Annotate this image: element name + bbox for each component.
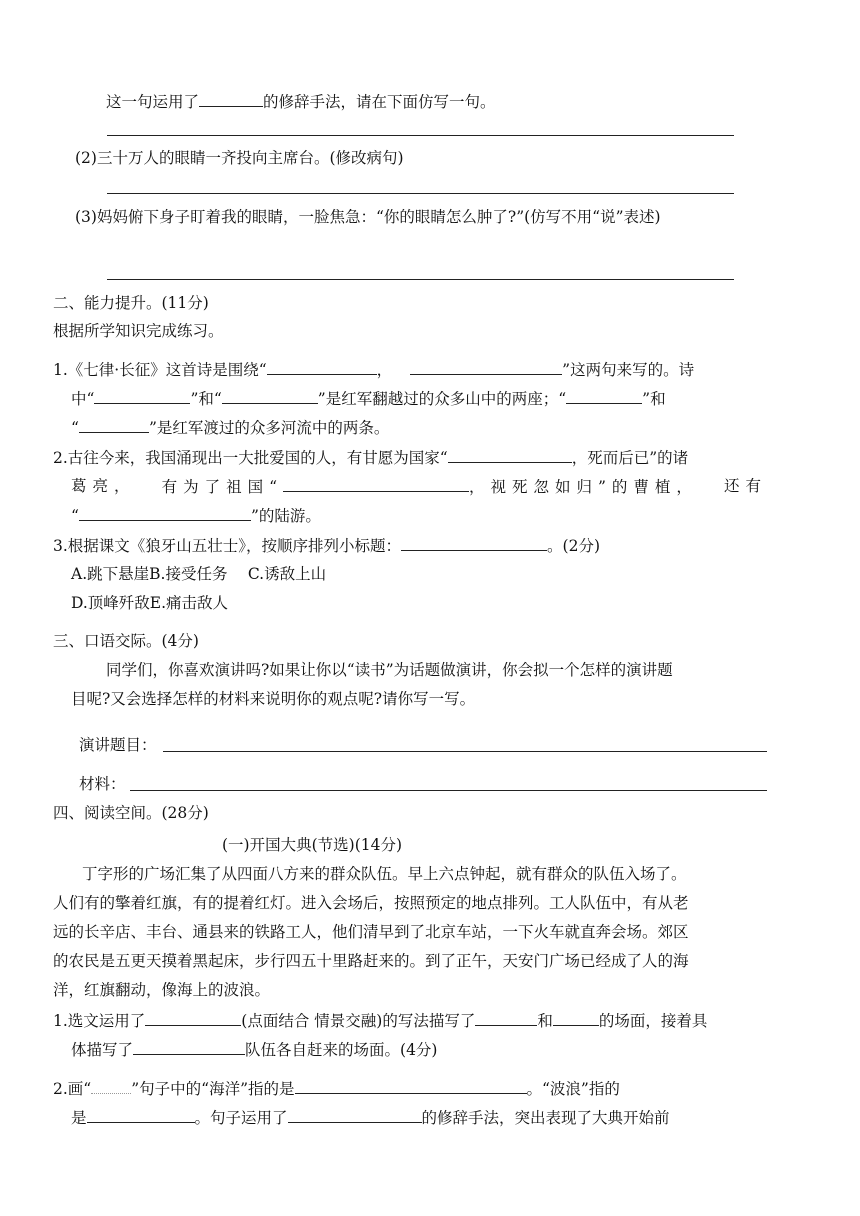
answer-blank[interactable]: [566, 387, 642, 404]
rhetoric-line: [106, 90, 496, 113]
text: 和: [537, 1012, 553, 1030]
question-1-line-1: [53, 358, 694, 381]
question-1-line-3: [71, 416, 389, 439]
text: ”是红军渡过的众多河流中的两条。: [148, 419, 390, 437]
text: 。句子运用了: [194, 1109, 288, 1127]
reading-question-2-line-2: [71, 1106, 670, 1129]
text: 1.选文运用了: [53, 1012, 146, 1030]
topic-label: 演讲题目：: [79, 736, 157, 754]
reading-question-1-line-2: [71, 1038, 437, 1061]
passage-line: 洋，红旗翻动，像海上的波浪。: [53, 981, 271, 999]
text: 队伍各自赶来的场面。(4分): [245, 1041, 438, 1059]
answer-blank[interactable]: [133, 1038, 245, 1055]
text: ，死而后已”的诸: [571, 449, 689, 467]
text: 是: [71, 1109, 87, 1127]
paragraph-line: 目呢?又会选择怎样的材料来说明你的观点呢?请你写一写。: [71, 690, 476, 708]
text: 2.古往今来，我国涌现出一大批爱国的人，有甘愿为国家“: [53, 449, 448, 467]
text: ，视死忽如归”的曹植，: [469, 478, 698, 496]
passage-line: 远的长辛店、丰台、通县来的铁路工人，他们清早到了北京车站，一下火车就直奔会场。郊区: [53, 923, 689, 941]
text: 体描写了: [71, 1041, 134, 1059]
answer-blank[interactable]: [553, 1009, 599, 1026]
text: 3.根据课文《狼牙山五壮士》，按顺序排列小标题：: [53, 537, 402, 555]
text: 。(2分): [547, 537, 601, 555]
text: ”和: [642, 390, 666, 408]
paragraph-line: 同学们，你喜欢演讲吗?如果让你以“读书”为话题做演讲，你会拟一个怎样的演讲题: [106, 661, 673, 679]
text: 。“波浪”指的: [526, 1080, 620, 1098]
wavy-underline-sample: [91, 1077, 131, 1094]
passage-title: (一)开国大典(节选)(14分): [222, 836, 403, 854]
answer-blank[interactable]: [283, 475, 469, 492]
question-3-line: [53, 534, 600, 557]
answer-blank[interactable]: [222, 387, 318, 404]
text: ”是红军翻越过的众多山中的两座；“: [317, 390, 567, 408]
question-2-line-1: [53, 446, 688, 469]
text: 的修辞手法，请在下面仿写一句。: [263, 93, 496, 111]
question-2-line-3: [71, 504, 321, 527]
answer-blank[interactable]: [475, 1009, 537, 1026]
options-line-2: D.顶峰歼敌E.痛击敌人: [71, 594, 229, 612]
question-item-2: (2)三十万人的眼睛一齐投向主席台。(修改病句): [75, 149, 404, 167]
text: ”和“: [190, 390, 222, 408]
reading-question-2-line-1: [53, 1077, 767, 1100]
answer-blank[interactable]: [79, 504, 251, 521]
text: “: [71, 419, 79, 437]
reading-question-1-line-1: [53, 1009, 707, 1032]
answer-line[interactable]: [107, 135, 734, 136]
answer-blank[interactable]: [145, 1009, 241, 1026]
answer-blank[interactable]: [79, 416, 149, 433]
text: 葛亮，: [71, 477, 136, 495]
material-label: 材料：: [79, 775, 126, 793]
topic-answer-line[interactable]: [163, 751, 767, 752]
answer-blank[interactable]: [288, 1106, 422, 1123]
text: 1.《七律·长征》这首诗是围绕“: [53, 361, 267, 379]
text: 2.画“: [53, 1080, 92, 1098]
answer-blank[interactable]: [94, 387, 190, 404]
section-intro: 根据所学知识完成练习。: [53, 322, 224, 340]
text: 的场面，接着具: [598, 1012, 708, 1030]
section-title: 三、口语交际。(4分): [53, 632, 199, 650]
question-2-line-2: [71, 475, 767, 498]
text-group: [162, 475, 698, 498]
answer-line[interactable]: [107, 279, 734, 280]
text: ”的陆游。: [250, 507, 321, 525]
answer-blank[interactable]: [199, 90, 263, 107]
answer-line[interactable]: [107, 193, 734, 194]
answer-blank[interactable]: [295, 1077, 527, 1094]
text-group: [53, 1077, 620, 1100]
text: ，: [376, 361, 393, 379]
text: (点面结合 情景交融)的写法描写了: [241, 1012, 476, 1030]
text: 还有: [723, 477, 767, 495]
section-title: 四、阅读空间。(28分): [53, 804, 209, 822]
answer-blank[interactable]: [267, 358, 377, 375]
text: ”句子中的“海洋”指的是: [131, 1080, 295, 1098]
text: 的修辞手法，突出表现了大典开始前: [421, 1109, 670, 1127]
passage-line: 人们有的擎着红旗，有的提着红灯。进入会场后，按照预定的地点排列。工人队伍中，有从老: [53, 894, 689, 912]
text: “: [71, 507, 79, 525]
options-line-1: A.跳下悬崖B.接受任务 C.诱敌上山: [71, 565, 327, 583]
answer-blank[interactable]: [448, 446, 572, 463]
text: 这一句运用了: [106, 93, 200, 111]
text: ”这两句来写的。诗: [562, 361, 695, 379]
passage-line: 的农民是五更天摸着黑起床，步行四五十里路赶来的。到了正午，天安门广场已经成了人的海: [53, 952, 689, 970]
text: 有为了祖国“: [161, 478, 283, 496]
answer-blank[interactable]: [87, 1106, 195, 1123]
question-item-3: (3)妈妈俯下身子盯着我的眼睛，一脸焦急：“你的眼睛怎么肿了?”(仿写不用“说”表述): [75, 208, 661, 226]
section-title: 二、能力提升。(11分): [53, 294, 209, 312]
question-1-line-2: [71, 387, 666, 410]
answer-blank[interactable]: [410, 358, 562, 375]
answer-blank[interactable]: [401, 534, 547, 551]
text: 中“: [71, 390, 95, 408]
passage-line: 丁字形的广场汇集了从四面八方来的群众队伍。早上六点钟起，就有群众的队伍入场了。: [82, 865, 687, 883]
material-answer-line[interactable]: [130, 790, 767, 791]
